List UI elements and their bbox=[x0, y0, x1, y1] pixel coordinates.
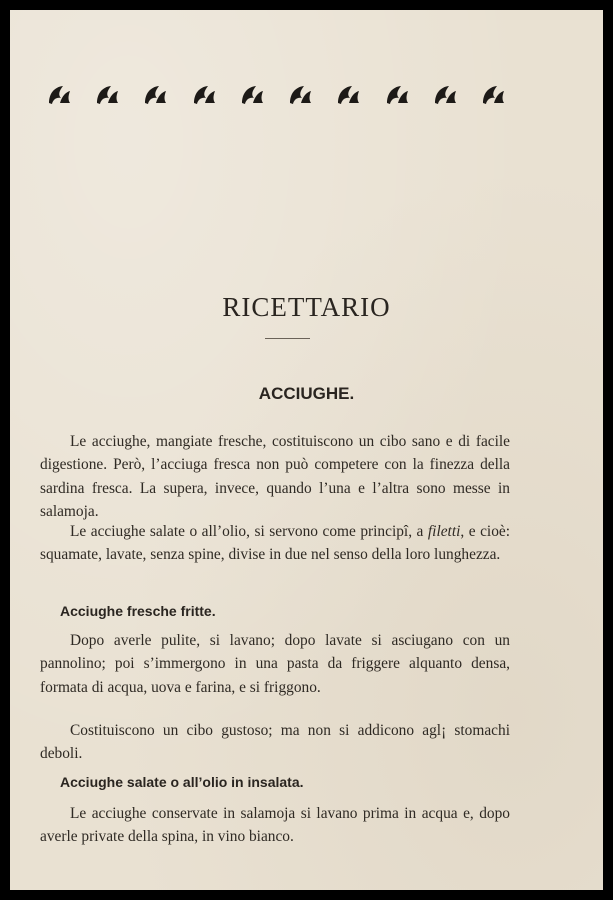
recipe-title-fresh-fried: Acciughe fresche fritte. bbox=[60, 603, 216, 619]
intro-p2-emphasis: filetti bbox=[427, 523, 461, 540]
leaf-ornament-icon bbox=[239, 82, 265, 108]
page-title: RICETTARIO bbox=[222, 292, 391, 322]
leaf-ornament-icon bbox=[46, 82, 72, 108]
leaf-ornament-icon bbox=[94, 82, 120, 108]
leaf-ornament-icon bbox=[335, 82, 361, 108]
title-divider bbox=[265, 338, 310, 339]
intro-p2-start: Le acciughe salate o all’olio, si servono come principî, a bbox=[70, 523, 428, 540]
recipe1-paragraph-2: Costituiscono un cibo gustoso; ma non si addicono agl¡ stomachi deboli. bbox=[40, 722, 510, 763]
recipe-title-salted-salad: Acciughe salate o all’olio in insalata. bbox=[60, 774, 304, 790]
leaf-ornament-icon bbox=[191, 82, 217, 108]
leaf-ornament-icon bbox=[480, 82, 506, 108]
recipe2-paragraph-1: Le acciughe conservate in salamoja si lavano prima in acqua e, dopo averle private della spina, in vino bianco. bbox=[40, 805, 510, 846]
leaf-ornament-icon bbox=[142, 82, 168, 108]
leaf-ornament-icon bbox=[384, 82, 410, 108]
intro-p2-end: , e cioè: squamate, lavate, senza spine, divise in due nel senso della loro lunghezza. bbox=[40, 523, 510, 564]
book-page bbox=[10, 10, 603, 890]
recipe1-paragraph-1: Dopo averle pulite, si lavano; dopo lavate si asciugano con un pannolino; poi s’immergono in una pasta da friggere alquanto densa, formata di acqua, uova e farina, e si friggono. bbox=[40, 632, 510, 696]
section-title: ACCIUGHE. bbox=[258, 384, 355, 403]
leaf-ornament-icon bbox=[432, 82, 458, 108]
intro-paragraph-1: Le acciughe, mangiate fresche, costituiscono un cibo sano e di facile digestione. Però, l’acciuga fresca non può competere con la finezza della sardina fresca. La supera, invece, quando l’una e l’altra sono messe in salamoja. bbox=[40, 433, 510, 521]
intro-paragraph-2 bbox=[40, 520, 510, 567]
leaf-ornament-icon bbox=[287, 82, 313, 108]
ornament-border bbox=[46, 80, 506, 110]
